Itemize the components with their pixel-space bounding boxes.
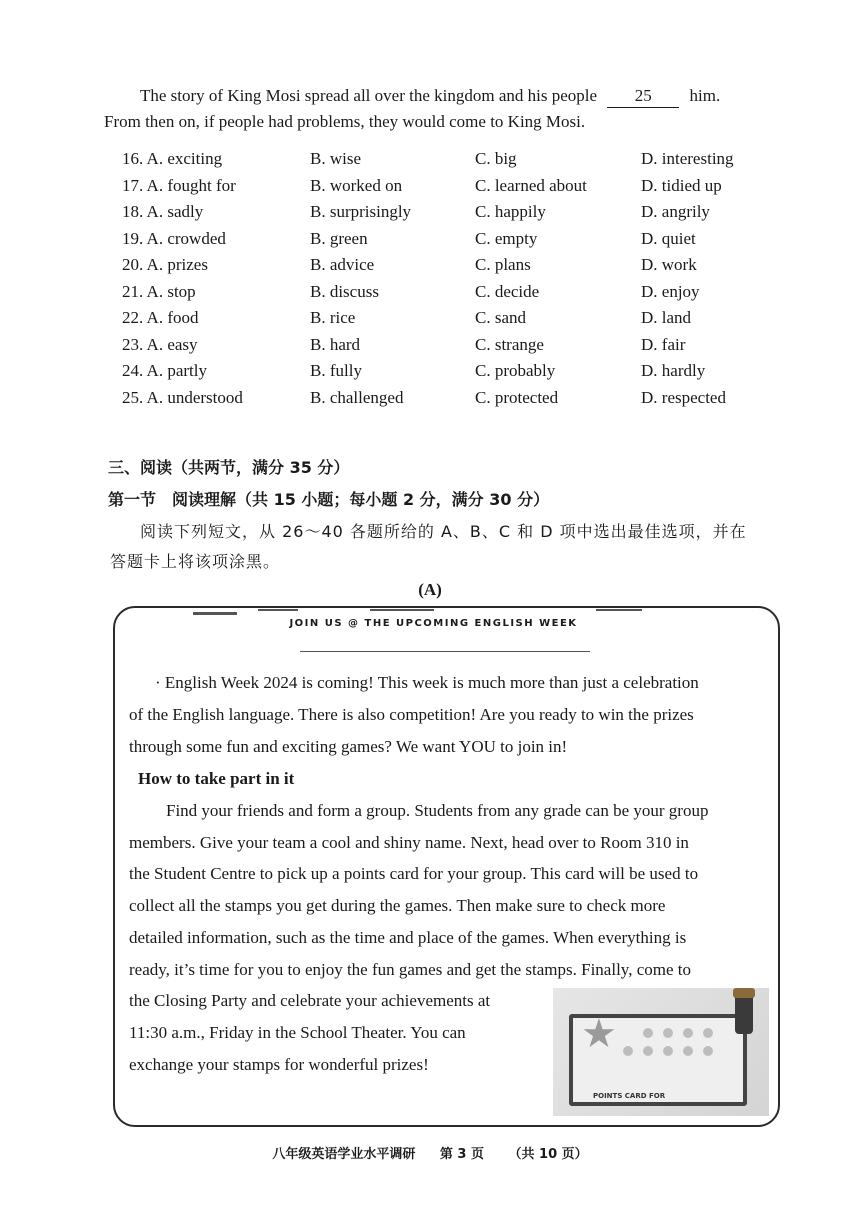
option-b: B. discuss [310, 282, 379, 301]
option-c: C. big [475, 149, 517, 168]
option-c: C. probably [475, 361, 556, 380]
intro-line: of the English language. There is also competition! Are you ready to win the prizes [129, 705, 694, 724]
option-a: 22. A. food [122, 308, 199, 327]
option-a: 17. A. fought for [122, 176, 236, 195]
page-footer [0, 1143, 860, 1162]
stamp-dot [703, 1046, 713, 1056]
option-b: B. advice [310, 255, 375, 274]
option-c: C. strange [475, 335, 544, 354]
stamp-dot [703, 1028, 713, 1038]
option-c: C. learned about [475, 176, 587, 195]
option-b: B. green [310, 229, 368, 248]
body-line: ready, it’s time for you to enjoy the fun games and get the stamps. Finally, come to [129, 960, 691, 979]
option-c: C. sand [475, 308, 526, 327]
option-c: C. empty [475, 229, 538, 248]
banner-divider [300, 651, 590, 652]
stamp-dot [663, 1028, 673, 1038]
body-line: Find your friends and form a group. Students from any grade can be your group [166, 801, 709, 820]
passage-subheading: How to take part in it [138, 769, 295, 788]
option-d: D. fair [641, 335, 686, 354]
option-a: 25. A. understood [122, 388, 243, 407]
option-d: D. interesting [641, 149, 734, 168]
footer-title: 八年级英语学业水平调研 [272, 1147, 416, 1162]
stamp-dot [643, 1028, 653, 1038]
option-b: B. fully [310, 361, 362, 380]
option-a: 23. A. easy [122, 335, 198, 354]
footer-page: 第 3 页 [439, 1147, 484, 1162]
option-a: 20. A. prizes [122, 255, 208, 274]
option-c: C. plans [475, 255, 531, 274]
body-line: 11:30 a.m., Friday in the School Theater. You can [129, 1023, 466, 1042]
points-card-label: POINTS CARD FOR [593, 1092, 666, 1100]
story-line-1 [140, 85, 720, 108]
option-d: D. tidied up [641, 176, 722, 195]
body-line: members. Give your team a cool and shiny name. Next, head over to Room 310 in [129, 833, 689, 852]
star-stamp-icon: ★ [581, 1011, 617, 1056]
body-line: collect all the stamps you get during the games. Then make sure to check more [129, 896, 666, 915]
banner-decoration [370, 609, 434, 611]
passage-label: (A) [418, 580, 442, 599]
option-b: B. rice [310, 308, 356, 327]
option-d: D. work [641, 255, 697, 274]
option-d: D. respected [641, 388, 726, 407]
points-card-photo [553, 988, 769, 1116]
stamp-dot [683, 1046, 693, 1056]
story-text-before: The story of King Mosi spread all over the kingdom and his people [140, 86, 598, 105]
banner-decoration [596, 609, 642, 611]
option-d: D. angrily [641, 202, 710, 221]
part-title: 第一节 阅读理解（共 15 小题；每小题 2 分，满分 30 分） [108, 490, 550, 509]
option-b: B. challenged [310, 388, 404, 407]
banner-decoration [258, 609, 298, 611]
stamp-dot [683, 1028, 693, 1038]
banner-decoration [193, 612, 237, 615]
option-b: B. surprisingly [310, 202, 412, 221]
stamp-dot [643, 1046, 653, 1056]
stamp-dot [663, 1046, 673, 1056]
body-line: the Student Centre to pick up a points card for your group. This card will be used to [129, 864, 699, 883]
option-d: D. quiet [641, 229, 696, 248]
footer-total: （共 10 页） [508, 1147, 588, 1162]
option-a: 16. A. exciting [122, 149, 223, 168]
option-c: C. decide [475, 282, 540, 301]
story-line-2: From then on, if people had problems, they would come to King Mosi. [104, 112, 586, 131]
passage-banner: JOIN US @ THE UPCOMING ENGLISH WEEK [289, 618, 578, 629]
option-c: C. protected [475, 388, 559, 407]
answer-blank: 25 [607, 85, 679, 108]
intro-line: through some fun and exciting games? We want YOU to join in! [129, 737, 568, 756]
option-a: 18. A. sadly [122, 202, 204, 221]
body-line: the Closing Party and celebrate your achievements at [129, 991, 491, 1010]
body-line: detailed information, such as the time and place of the games. When everything is [129, 928, 687, 947]
option-b: B. worked on [310, 176, 403, 195]
option-a: 19. A. crowded [122, 229, 226, 248]
story-text-after: him. [689, 86, 721, 105]
instruction-line-1: 阅读下列短文，从 26～40 各题所给的 A、B、C 和 D 项中选出最佳选项，并在 [140, 522, 747, 541]
option-d: D. enjoy [641, 282, 700, 301]
intro-line: · English Week 2024 is coming! This week is much more than just a celebration [155, 673, 699, 692]
option-d: D. hardly [641, 361, 706, 380]
rubber-stamp-top [733, 988, 755, 998]
option-a: 21. A. stop [122, 282, 196, 301]
stamp-dot [623, 1046, 633, 1056]
option-b: B. wise [310, 149, 361, 168]
body-line: exchange your stamps for wonderful prizes! [129, 1055, 429, 1074]
option-d: D. land [641, 308, 692, 327]
option-a: 24. A. partly [122, 361, 207, 380]
option-b: B. hard [310, 335, 361, 354]
section-title: 三、阅读（共两节，满分 35 分） [108, 458, 350, 477]
option-c: C. happily [475, 202, 546, 221]
instruction-line-2: 答题卡上将该项涂黑。 [110, 552, 281, 571]
